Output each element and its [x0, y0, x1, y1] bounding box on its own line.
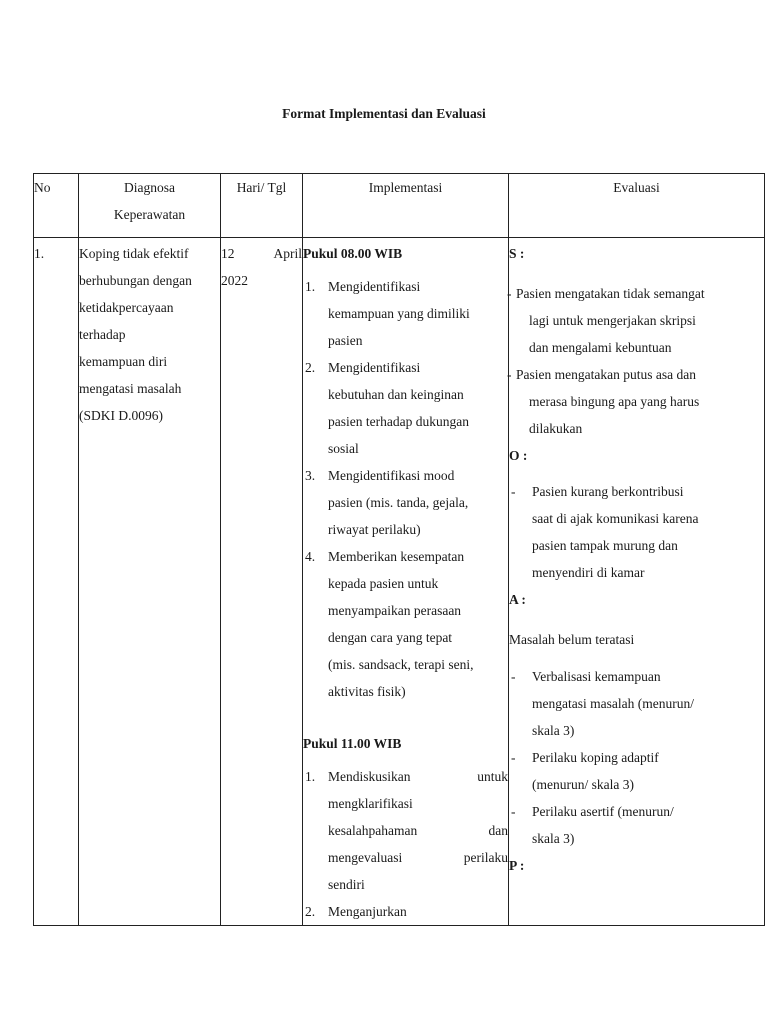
eval-line: dilakukan [529, 421, 583, 436]
row-diagnosa [79, 238, 221, 926]
header-hari-label: Hari/ Tgl [236, 180, 287, 195]
row-evaluasi [509, 238, 765, 926]
eval-line: pasien tampak murung dan [532, 538, 678, 553]
impl-line: sosial [328, 441, 359, 456]
row-no [34, 238, 79, 926]
spacer [303, 705, 508, 730]
eval-a-item [509, 798, 764, 852]
diagnosa-line: (SDKI D.0096) [79, 408, 163, 423]
eval-line: lagi untuk mengerjakan skripsi [529, 313, 696, 328]
impl-line: mengklarifikasi [328, 796, 413, 811]
impl-line: Mengidentifikasi mood [328, 468, 455, 483]
impl-line: pasien (mis. tanda, gejala, [328, 495, 469, 510]
impl-line: Menganjurkan [328, 904, 407, 919]
eval-o-item [509, 478, 764, 586]
eval-line: dan mengalami kebuntuan [529, 340, 672, 355]
spacer [509, 653, 764, 663]
eval-line: Pasien mengatakan tidak semangat [516, 286, 705, 301]
table-row [34, 238, 765, 926]
eval-line: menyendiri di kamar [532, 565, 645, 580]
impl-line: kesalahpahaman dan [328, 823, 508, 838]
dash-bullet: - [511, 669, 516, 684]
spacer [509, 613, 764, 626]
date-year: 2022 [221, 273, 248, 288]
diagnosa-line: kemampuan diri [79, 354, 168, 369]
eval-s-item [509, 280, 764, 361]
eval-line: mengatasi masalah (menurun/ [532, 696, 694, 711]
list-number: 4. [305, 549, 316, 564]
header-diagnosa-line-2: Keperawatan [113, 207, 186, 222]
impl-line: Mendiskusikan untuk [328, 769, 508, 784]
list-number: 1. [305, 769, 316, 784]
diagnosa-line: terhadap [79, 327, 126, 342]
list-item [303, 273, 508, 354]
header-evaluasi-label: Evaluasi [613, 180, 660, 195]
eval-s-item [509, 361, 764, 442]
impl-line: mengevaluasi perilaku [328, 850, 508, 865]
list-item [303, 543, 508, 705]
dash-bullet: - [507, 367, 512, 382]
page-title: Format Implementasi dan Evaluasi [282, 106, 486, 121]
eval-s-label: S : [509, 246, 525, 261]
date-line-1 [221, 240, 302, 267]
header-diagnosa [79, 174, 221, 238]
date-month: April [273, 246, 302, 261]
row-implementasi [303, 238, 509, 926]
eval-p-label: P : [509, 858, 525, 873]
list-number: 2. [305, 904, 316, 919]
impl-time-1: Pukul 08.00 WIB [303, 246, 403, 261]
impl-line: pasien [328, 333, 363, 348]
dash-bullet: - [511, 484, 516, 499]
eval-line: (menurun/ skala 3) [532, 777, 634, 792]
row-date [221, 238, 303, 926]
spacer [509, 267, 764, 280]
table-header-row [34, 174, 765, 238]
diagnosa-line: berhubungan dengan [79, 273, 192, 288]
impl-line: kemampuan yang dimiliki [328, 306, 470, 321]
eval-a-item [509, 744, 764, 798]
impl-time-2: Pukul 11.00 WIB [303, 736, 402, 751]
diagnosa-line: ketidakpercayaan [79, 300, 174, 315]
eval-line: Pasien mengatakan putus asa dan [516, 367, 696, 382]
diagnosa-line: Koping tidak efektif [79, 246, 189, 261]
header-evaluasi [509, 174, 765, 238]
header-hari [221, 174, 303, 238]
dash-bullet: - [511, 804, 516, 819]
impl-list-1 [303, 273, 508, 705]
impl-line: kepada pasien untuk [328, 576, 439, 591]
eval-line: Perilaku koping adaptif [532, 750, 659, 765]
row-no-label: 1. [34, 246, 45, 261]
impl-line: dengan cara yang tepat [328, 630, 453, 645]
eval-line: skala 3) [532, 831, 575, 846]
list-number: 2. [305, 360, 316, 375]
eval-line: merasa bingung apa yang harus [529, 394, 700, 409]
list-number: 1. [305, 279, 316, 294]
header-no-label: No [34, 180, 51, 195]
impl-line: Mengidentifikasi [328, 360, 421, 375]
impl-list-2 [303, 763, 508, 925]
diagnosa-line: mengatasi masalah [79, 381, 182, 396]
impl-line: menyampaikan perasaan [328, 603, 462, 618]
impl-line: riwayat perilaku) [328, 522, 421, 537]
implementation-evaluation-table [33, 173, 765, 926]
impl-line: pasien terhadap dukungan [328, 414, 469, 429]
eval-line: saat di ajak komunikasi karena [532, 511, 699, 526]
impl-line: aktivitas fisik) [328, 684, 406, 699]
eval-line: Perilaku asertif (menurun/ [532, 804, 674, 819]
dash-bullet: - [507, 286, 512, 301]
header-no [34, 174, 79, 238]
spacer [509, 469, 764, 478]
eval-a-label: A : [509, 592, 526, 607]
eval-a-item [509, 663, 764, 744]
eval-a-text: Masalah belum teratasi [509, 632, 635, 647]
list-number: 3. [305, 468, 316, 483]
header-implementasi [303, 174, 509, 238]
eval-o-label: O : [509, 448, 528, 463]
header-implementasi-label: Implementasi [368, 180, 443, 195]
list-item [303, 462, 508, 543]
eval-line: Verbalisasi kemampuan [532, 669, 661, 684]
impl-line: sendiri [328, 877, 365, 892]
list-item [303, 898, 508, 925]
header-diagnosa-line-1: Diagnosa [124, 180, 175, 195]
dash-bullet: - [511, 750, 516, 765]
impl-line: Memberikan kesempatan [328, 549, 465, 564]
eval-line: Pasien kurang berkontribusi [532, 484, 684, 499]
list-item [303, 354, 508, 462]
impl-line: kebutuhan dan keinginan [328, 387, 464, 402]
list-item [303, 763, 508, 898]
eval-line: skala 3) [532, 723, 575, 738]
impl-line: (mis. sandsack, terapi seni, [328, 657, 474, 672]
impl-line: Mengidentifikasi [328, 279, 421, 294]
date-day: 12 [221, 246, 235, 261]
